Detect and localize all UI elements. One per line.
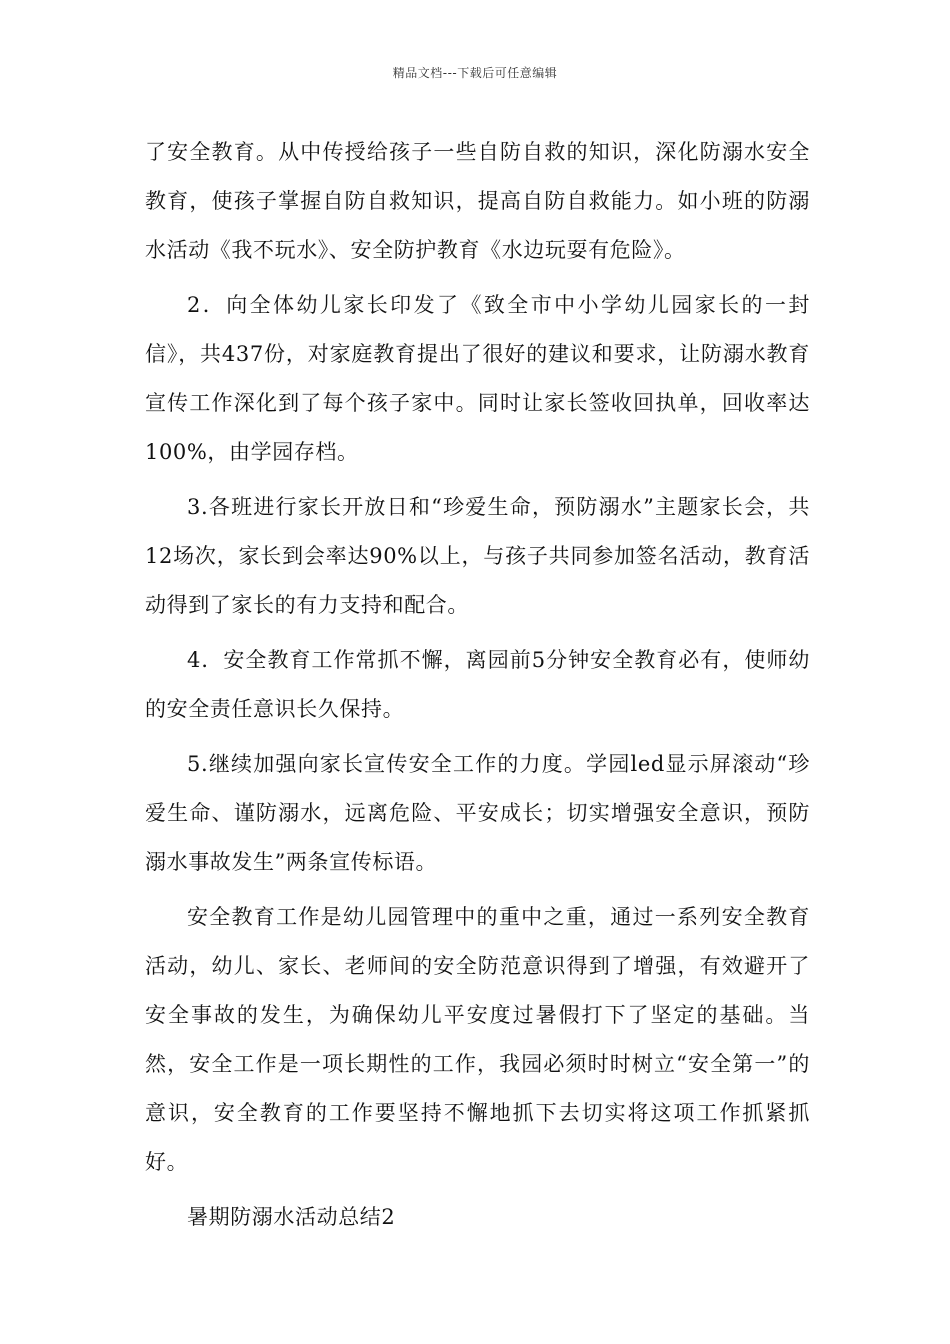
paragraph-conclusion: 安全教育工作是幼儿园管理中的重中之重，通过一系列安全教育活动，幼儿、家长、老师间的安全防范意识得到了增强，有效避开了安全事故的发生，为确保幼儿平安度过暑假打下了坚定的基础。当然，安全工作是一项长期性的工作，我园必须时时树立“安全第一”的意识，安全教育的工作要坚持不懈地抓下去切实将这项工作抓紧抓好。	[145, 905, 810, 1174]
document-body	[145, 128, 810, 1248]
paragraph-continuation: 了安全教育。从中传授给孩子一些自防自救的知识，深化防溺水安全教育，使孩子掌握自防自救知识，提高自防自救能力。如小班的防溺水活动《我不玩水》、安全防护教育《水边玩耍有危险》。	[145, 140, 810, 262]
paragraph-item-5: 5.继续加强向家长宣传安全工作的力度。学园led显示屏滚动“珍爱生命、谨防溺水，远离危险、平安成长；切实增强安全意识，预防溺水事故发生”两条宣传标语。	[145, 752, 810, 874]
paragraph-item-3: 3.各班进行家长开放日和“珍爱生命，预防溺水”主题家长会，共12场次，家长到会率达90%以上，与孩子共同参加签名活动，教育活动得到了家长的有力支持和配合。	[145, 495, 810, 617]
paragraph-item-4: 4．安全教育工作常抓不懈，离园前5分钟安全教育必有，使师幼的安全责任意识长久保持。	[145, 648, 810, 721]
page-header: 精品文档---下载后可任意编辑	[392, 66, 558, 80]
paragraph-item-2: 2．向全体幼儿家长印发了《致全市中小学幼儿园家长的一封信》，共437份，对家庭教育提出了很好的建议和要求，让防溺水教育宣传工作深化到了每个孩子家中。同时让家长签收回执单，回收率达100%，由学园存档。	[145, 293, 810, 464]
section-heading: 暑期防溺水活动总结2	[187, 1205, 396, 1229]
